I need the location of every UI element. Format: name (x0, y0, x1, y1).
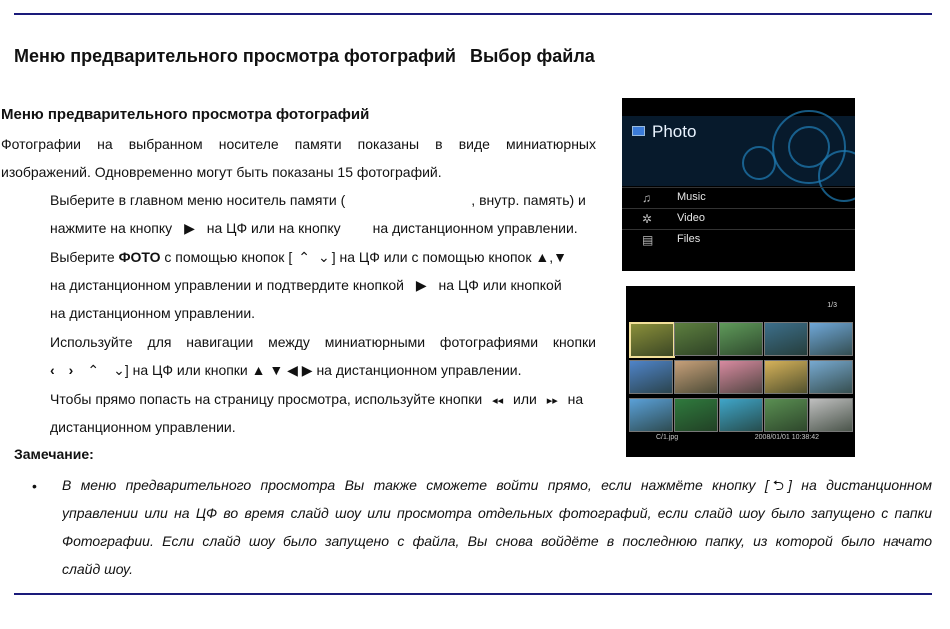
video-icon: ✲ (642, 212, 653, 226)
play-icon: ▶ (415, 277, 427, 293)
up-icon: ⌃ (87, 362, 100, 378)
up-icon: ⌃ (298, 249, 310, 265)
step1-line2-text-b: на ЦФ или на кнопку (206, 220, 341, 236)
step3-line-1: Используйте для навигации между миниатюрными фотографиями кнопки (50, 334, 596, 350)
play-icon: ▶ (184, 220, 195, 236)
tv-menu-item-video[interactable] (622, 208, 855, 230)
tv-thumbnail-screen (626, 286, 855, 457)
note-bullet: • (32, 478, 37, 494)
fast-forward-icon: ▸▸ (546, 395, 558, 407)
step4-text-b: или (513, 391, 537, 407)
tv-menu-item-files[interactable] (622, 229, 855, 251)
note-title: Замечание: (14, 446, 94, 462)
foto-label: ФОТО (118, 249, 161, 265)
page-subtitle: Выбор файла (470, 46, 595, 66)
bottom-rule (14, 593, 932, 595)
tv-photo-menu (622, 98, 855, 271)
page-indicator: 1/3 (827, 302, 837, 309)
thumbnail[interactable] (719, 360, 763, 394)
thumbnail[interactable] (719, 322, 763, 356)
step2-text-b: с помощью кнопок [ (160, 249, 293, 265)
tv-menu-title: Photo (652, 122, 697, 141)
top-rule (14, 13, 932, 15)
tv-menu-item-label: Files (677, 233, 701, 245)
file-datetime: 2008/01/01 10:38:42 (754, 434, 819, 441)
down-icon: ⌄ (317, 249, 330, 265)
return-icon: ⮌ (772, 477, 785, 493)
music-icon: ♫ (642, 191, 651, 205)
photo-folder-icon (632, 126, 645, 136)
note-line-3: Фотографии. Если слайд шоу было запущено с файла, Вы снова войдёте в последнюю папку, из которой было начато (62, 533, 932, 549)
down-icon: ⌄ (113, 362, 125, 378)
step2-line-2 (50, 276, 562, 294)
step4-line-1 (50, 390, 583, 410)
step2-line-3: на дистанционном управлении. (50, 305, 256, 321)
thumbnail[interactable] (674, 398, 718, 432)
rewind-icon: ◂◂ (492, 395, 504, 407)
thumbnail[interactable] (764, 398, 808, 432)
step1-text-a: Выберите в главном меню носитель памяти ( (50, 192, 346, 208)
step2-line2-text-a: на дистанционном управлении и подтвердите кнопкой (50, 277, 404, 293)
note-line-1 (62, 476, 932, 494)
step2-line2-text-b: на ЦФ или кнопкой (438, 277, 562, 293)
page-title (14, 46, 595, 67)
right-icon: › (68, 362, 74, 378)
step1-line-1 (50, 191, 596, 209)
tv-menu-item-music[interactable] (622, 187, 855, 209)
thumbnail[interactable] (674, 360, 718, 394)
thumbnail-selected[interactable] (629, 322, 675, 358)
note-line1-text-b: ] на дистанционном (788, 477, 932, 493)
step2-text-c: ] на ЦФ или с помощью кнопок ▲,▼ (331, 249, 567, 265)
files-icon: ▤ (642, 233, 654, 247)
thumbnail[interactable] (674, 322, 718, 356)
note-line-2: управлении или на ЦФ во время слайд шоу или просмотра отдельных фотографий, если слайд шоу было запущено с папки (62, 505, 932, 521)
left-icon: ‹ (50, 362, 55, 378)
tv-menu-item-label: Video (677, 212, 705, 224)
note-line-4: слайд шоу. (62, 561, 133, 577)
thumbnail[interactable] (764, 360, 808, 394)
thumbnail[interactable] (719, 398, 763, 432)
thumbnail[interactable] (629, 360, 673, 394)
step4-line-2: дистанционном управлении. (50, 419, 236, 435)
step2-text-a: Выберите (50, 249, 119, 265)
step2-line-1 (50, 248, 567, 266)
step3-line-2 (50, 361, 522, 379)
thumbnail[interactable] (764, 322, 808, 356)
step1-text-b: , внутр. память) и (471, 192, 586, 208)
page-title-text: Меню предварительного просмотра фотографий (14, 46, 457, 66)
tv-menu-item-label: Music (677, 191, 706, 203)
step1-line2-text-a: нажмите на кнопку (50, 220, 173, 236)
step1-line2-text-c: на дистанционном управлении. (372, 220, 578, 236)
step4-text-a: Чтобы прямо попасть на страницу просмотра, используйте кнопки (50, 391, 483, 407)
thumbnail[interactable] (809, 360, 853, 394)
intro-line-1: Фотографии на выбранном носителе памяти показаны в виде миниатюрных (1, 136, 596, 152)
step1-line-2 (50, 219, 578, 237)
step4-text-c: на (567, 391, 584, 407)
file-name: C/1.jpg (656, 434, 679, 441)
step3-line2-text: ] на ЦФ или кнопки ▲ ▼ ◀ ▶ на дистанционном управлении. (124, 362, 522, 378)
note-line1-text-a: В меню предварительного просмотра Вы также сможете войти прямо, если нажмёте кнопку [ (62, 477, 769, 493)
intro-line-2: изображений. Одновременно могут быть показаны 15 фотографий. (1, 164, 442, 180)
thumbnail[interactable] (809, 322, 853, 356)
decor-circle (742, 146, 776, 180)
thumbnail[interactable] (809, 398, 853, 432)
thumbnail[interactable] (629, 398, 673, 432)
section-title: Меню предварительного просмотра фотографий (1, 106, 370, 123)
